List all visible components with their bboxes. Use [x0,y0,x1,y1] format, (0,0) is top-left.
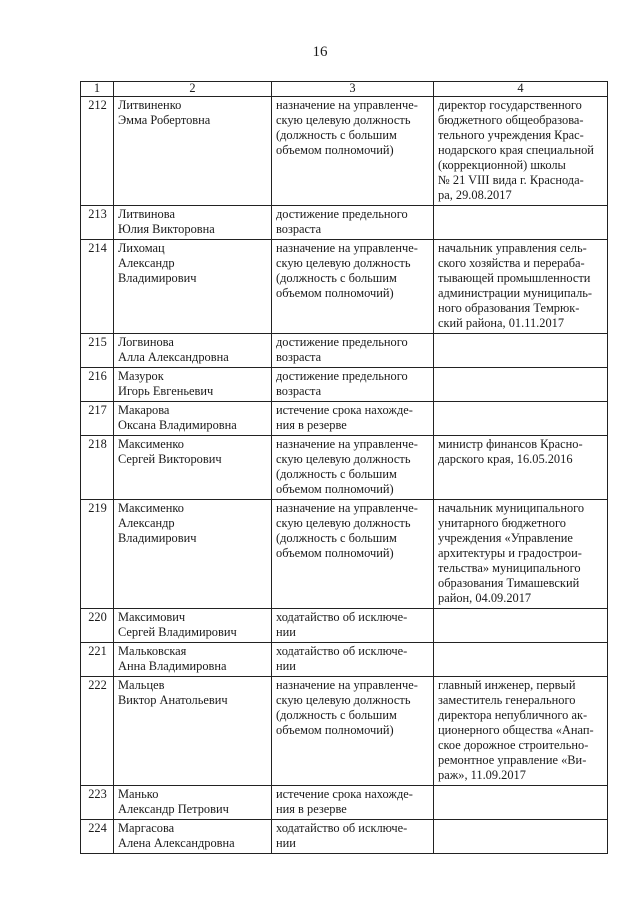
name-line: Мальцев [118,678,165,692]
appointed-position [434,240,608,334]
column-header-1: 1 [81,82,114,97]
table-header-row [81,82,608,97]
table-row [81,643,608,677]
reason-line: объемом полномочий) [276,723,394,737]
position-line: образования Тимашевский [438,576,580,590]
position-line: ционерного общества «Анап- [438,723,594,737]
person-name [114,240,272,334]
position-line: ра, 29.08.2017 [438,188,512,202]
table-row [81,206,608,240]
reason-line: ходатайство об исключе- [276,610,408,624]
row-number: 223 [81,786,114,820]
position-line: район, 04.09.2017 [438,591,532,605]
position-line: тывающей промышленности [438,271,591,285]
person-name [114,643,272,677]
name-line: Мазурок [118,369,164,383]
name-line: Алла Александровна [118,350,229,364]
table-row [81,609,608,643]
name-line: Игорь Евгеньевич [118,384,214,398]
reason-line: возраста [276,384,322,398]
name-line: Анна Владимировна [118,659,227,673]
position-line: директора непубличного ак- [438,708,588,722]
position-line: тельства» муниципального [438,561,581,575]
table-row [81,500,608,609]
name-line: Юлия Викторовна [118,222,215,236]
name-line: Сергей Владимирович [118,625,237,639]
appointed-position [434,402,608,436]
reason-line: скую целевую должность [276,516,411,530]
reason-line: (должность с большим [276,531,397,545]
reason-line: нии [276,836,296,850]
name-line: Манько [118,787,159,801]
reason-line: назначение на управленче- [276,241,418,255]
row-number: 215 [81,334,114,368]
inclusion-reason [272,677,434,786]
reason-line: скую целевую должность [276,693,411,707]
inclusion-reason [272,206,434,240]
reason-line: истечение срока нахожде- [276,403,413,417]
column-header-4: 4 [434,82,608,97]
position-line: начальник управления сель- [438,241,587,255]
position-line: тельного учреждения Крас- [438,128,584,142]
reason-line: назначение на управленче- [276,437,418,451]
name-line: Александр Петрович [118,802,229,816]
row-number: 222 [81,677,114,786]
appointed-position [434,206,608,240]
name-line: Максименко [118,501,184,515]
position-line: ского хозяйства и перераба- [438,256,585,270]
name-line: Оксана Владимировна [118,418,237,432]
person-name [114,820,272,854]
appointed-position [434,500,608,609]
inclusion-reason [272,500,434,609]
person-name [114,97,272,206]
inclusion-reason [272,97,434,206]
row-number: 219 [81,500,114,609]
appointed-position [434,97,608,206]
table-row [81,786,608,820]
position-line: администрации муниципаль- [438,286,593,300]
column-header-3: 3 [272,82,434,97]
reason-line: назначение на управленче- [276,501,418,515]
reason-line: назначение на управленче- [276,678,418,692]
reason-line: нии [276,659,296,673]
inclusion-reason [272,643,434,677]
position-line: (коррекционной) школы [438,158,566,172]
reason-line: объемом полномочий) [276,546,394,560]
name-line: Сергей Викторович [118,452,222,466]
inclusion-reason [272,368,434,402]
position-line: министр финансов Красно- [438,437,583,451]
reason-line: достижение предельного [276,369,408,383]
name-line: Александр [118,256,175,270]
person-name [114,334,272,368]
position-line: № 21 VIII вида г. Краснода- [438,173,584,187]
name-line: Лихомац [118,241,165,255]
position-line: нодарского края специальной [438,143,594,157]
position-line: бюджетного общеобразова- [438,113,584,127]
table-row [81,240,608,334]
table-row [81,820,608,854]
person-name [114,206,272,240]
table-row [81,368,608,402]
person-name [114,677,272,786]
person-name [114,402,272,436]
appointed-position [434,436,608,500]
position-line: главный инженер, первый [438,678,576,692]
person-name [114,609,272,643]
name-line: Владимирович [118,531,197,545]
position-line: архитектуры и градострои- [438,546,582,560]
person-name [114,368,272,402]
inclusion-reason [272,609,434,643]
reason-line: (должность с большим [276,128,397,142]
position-line: ский района, 01.11.2017 [438,316,565,330]
name-line: Литвинова [118,207,175,221]
name-line: Виктор Анатольевич [118,693,228,707]
table-row [81,677,608,786]
name-line: Владимирович [118,271,197,285]
appointed-position [434,786,608,820]
table-row [81,436,608,500]
reason-line: объемом полномочий) [276,482,394,496]
name-line: Маргасова [118,821,175,835]
inclusion-reason [272,786,434,820]
row-number: 212 [81,97,114,206]
reason-line: ния в резерве [276,418,347,432]
reason-line: объемом полномочий) [276,286,394,300]
row-number: 216 [81,368,114,402]
position-line: ного образования Темрюк- [438,301,580,315]
row-number: 224 [81,820,114,854]
name-line: Максимович [118,610,186,624]
reason-line: ходатайство об исключе- [276,821,408,835]
reason-line: скую целевую должность [276,256,411,270]
position-line: ремонтное управление «Ви- [438,753,587,767]
name-line: Алена Александровна [118,836,235,850]
reason-line: возраста [276,222,322,236]
position-line: начальник муниципального [438,501,585,515]
reason-line: объемом полномочий) [276,143,394,157]
appointed-position [434,334,608,368]
position-line: унитарного бюджетного [438,516,566,530]
inclusion-reason [272,436,434,500]
person-name [114,436,272,500]
name-line: Мальковская [118,644,187,658]
appointed-position [434,643,608,677]
table-body [81,82,608,854]
table-row [81,334,608,368]
inclusion-reason [272,334,434,368]
table-row [81,402,608,436]
reason-line: достижение предельного [276,207,408,221]
reason-line: (должность с большим [276,467,397,481]
reason-line: назначение на управленче- [276,98,418,112]
inclusion-reason [272,402,434,436]
row-number: 213 [81,206,114,240]
row-number: 218 [81,436,114,500]
reason-line: нии [276,625,296,639]
candidate-table [80,81,608,854]
inclusion-reason [272,240,434,334]
name-line: Александр [118,516,175,530]
appointed-position [434,609,608,643]
row-number: 214 [81,240,114,334]
row-number: 220 [81,609,114,643]
reason-line: ния в резерве [276,802,347,816]
reason-line: истечение срока нахожде- [276,787,413,801]
reason-line: ходатайство об исключе- [276,644,408,658]
name-line: Литвиненко [118,98,182,112]
position-line: ское дорожное строительно- [438,738,589,752]
page-number: 16 [312,44,328,60]
person-name [114,786,272,820]
name-line: Максименко [118,437,184,451]
appointed-position [434,820,608,854]
row-number: 221 [81,643,114,677]
table-row [81,97,608,206]
position-line: директор государственного [438,98,582,112]
position-line: дарского края, 16.05.2016 [438,452,573,466]
position-line: раж», 11.09.2017 [438,768,526,782]
reason-line: скую целевую должность [276,113,411,127]
name-line: Логвинова [118,335,174,349]
appointed-position [434,677,608,786]
inclusion-reason [272,820,434,854]
position-line: учреждения «Управление [438,531,573,545]
row-number: 217 [81,402,114,436]
column-header-2: 2 [114,82,272,97]
reason-line: скую целевую должность [276,452,411,466]
reason-line: (должность с большим [276,708,397,722]
name-line: Эмма Робертовна [118,113,211,127]
position-line: заместитель генерального [438,693,576,707]
reason-line: достижение предельного [276,335,408,349]
person-name [114,500,272,609]
name-line: Макарова [118,403,170,417]
reason-line: возраста [276,350,322,364]
appointed-position [434,368,608,402]
reason-line: (должность с большим [276,271,397,285]
